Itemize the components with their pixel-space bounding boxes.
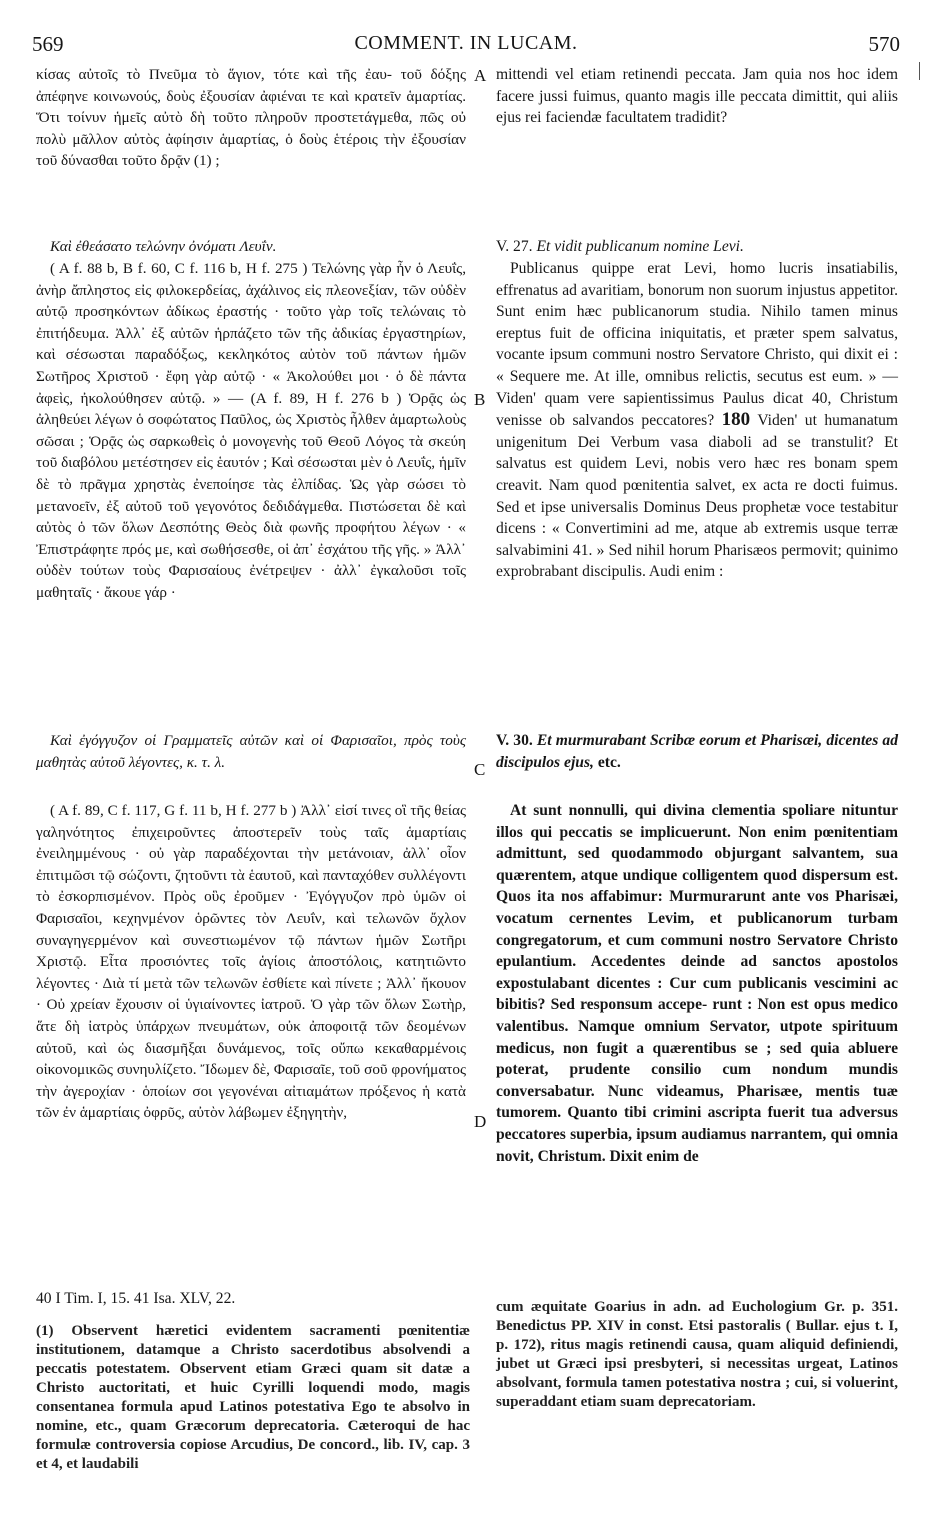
- greek-paragraph-3: [36, 800, 466, 1124]
- greek-verse-27: [36, 236, 466, 258]
- greek-paragraph-2: [36, 258, 466, 604]
- scripture-references: 40 I Tim. I, 15. 41 Isa. XLV, 22.: [36, 1290, 236, 1307]
- margin-letter-d: D: [474, 1112, 487, 1131]
- latin-verse-heading: [496, 730, 898, 773]
- greek-paragraph-1: [36, 64, 466, 172]
- footnote-text: cum æquitate Goarius in adn. ad Euchologium Gr. p. 351. Benedictus PP. XIV in const. Etsi pastoralis ( Bullar. ejus t. I, p. 172), ritus magis retinendi causa, quam aliquid definiendi, jubet ut Græci ipsi presbyteri, si necessitas urgeat, Latinos absolvant, formula tamen potestativa nostra ; cui, si voluerint, superaddant etiam suam deprecatoriam.: [496, 1299, 898, 1410]
- latin-text-part: Publicanus quippe erat Levi, homo lucris insatiabilis, effrenatus ad avaritiam, bonorum non suorum injustus appetitor. Sunt enim hæc publicanorum studia. Nihilo tamen minus ereptus fuit de officina iniquitatis, et præter spem salvatus, vocante ipsum communi nostro Servatore Christo, qui dixit ei : « Sequere me. At ille, omnibus relictis, secutus est eum. » — Viden' quam vere sapientissimus Paulus dicat 40, Christum venisse ob salvandos peccatores?: [496, 260, 898, 430]
- verse-text: Et murmurabant Scribæ eorum et Pharisæi, dicentes ad discipulos ejus,: [496, 732, 898, 771]
- verse-etc: etc.: [597, 753, 621, 771]
- latin-text: At sunt nonnulli, qui divina clementia spoliare nituntur illos qui peccatis se implicuerunt. Non enim pœnitentiam admittunt, sed quodammodo objurgant salvantem, sua quærentem, atque undique colligentem quod dispersum est. Quos ita nos affabimur: Murmurarunt ante vos Pharisæi, vocatum cernentes Levim, et publicanorum turbam congregatorum, et cum communi nostro Servatore Christo epulantium. Accedentes deinde ad sanctos apostolos expostulabant dicentes : Cur cum publicanis vescimini ac bibitis? Sed responsum accepe- runt : Non est opus medico valentibus. Namque omnium Servator, utpote spirituum medicus, non fugit a quærentibus se ; sed quia abluere poterat, prudente consilio cum nondum mundis conversabatur. Nunc videamus, Pharisæe, mentis tuæ tumorem. Quanto tibi crimini ascripta fuerit tua adversus peccatores superbia, ipsum audiamus narrantem, qui omnia novit, Christum. Dixit enim de: [496, 802, 898, 1165]
- greek-text: κίσας αὐτοῖς τὸ Πνεῦμα τὸ ἅγιον, τότε καὶ τῆς ἐαυ- τοῦ δόξης ἀπέφηνε κοινωνούς, δοὺς ἐξουσίαν ἀφιέναι τε καὶ κρατεῖν ἁμαρτίας. Ὅτι τοίνυν ἡμεῖς αὐτὸ δὴ τοῦτο πληροῦν προστετάγμεθα, πῶς οὐ πολὺ μᾶλλον αὐτὸς ἀφίησιν ἁμαρτίας, ὁ δοὺς ἑτέροις τὴν ἐξουσίαν τοῦ δύνασθαι τοῦτο δρᾷν (1) ;: [36, 66, 466, 170]
- verse-number: V. 27.: [496, 238, 533, 255]
- latin-text-part: Viden' ut humanatum unigenitum Dei Verbum vasa diaboli ad se transtulit? Et salvatus est quidem Levi, nobis vero hæc res bonam spem creavit. Nam quod pœnitentia salvet, ex acta re docti fuimus. Sed et ipse universalis Dominus Deus prophetæ voce testabitur dicens : « Convertimini ad me, atque ab extremis usque terræ salvabimini 41. » Sed nihil horum Pharisæos permovit; quinimo exprobrabant discipulis. Audi enim :: [496, 412, 899, 581]
- greek-verse-30: [36, 730, 466, 773]
- running-title: COMMENT. IN LUCAM.: [354, 32, 578, 54]
- footnote-text: (1) Observent hæretici evidentem sacramenti pœnitentiæ institutionem, datamque a Christo sacerdotibus absolvendi a peccatis potestatem. Observent etiam Græci quam sit datæ a Christo auctoritati, et huic Cyrilli loquendi modo, magis consentanea formula apud Latinos potestativa Ego te absolvo in nomine, etc., quam Græcorum deprecatoria. Cæteroqui de hac formulæ controversia copiose Arcudius, De concord., lib. IV, cap. 3 et 4, et laudabili: [36, 1323, 470, 1472]
- column-number: 180: [721, 409, 751, 431]
- margin-letter-a: A: [474, 66, 487, 85]
- verse-text: Et vidit publicanum nomine Levi.: [536, 238, 744, 255]
- margin-letter-c: C: [474, 760, 486, 779]
- greek-verse-heading: Καὶ ἐγόγγυζον οἱ Γραμματεῖς αὐτῶν καὶ οἱ Φαρισαῖοι, πρὸς τοὺς μαθητὰς αὐτοῦ λέγοντες, κ. τ. λ.: [36, 732, 466, 771]
- latin-paragraph-2: [496, 258, 898, 583]
- running-header: [32, 32, 900, 58]
- greek-verse-heading: Καὶ ἐθεάσατο τελώνην ὀνόματι Λευΐν.: [50, 238, 277, 255]
- page-number-left: 569: [32, 32, 64, 56]
- greek-text: ( A f. 88 b, B f. 60, C f. 116 b, H f. 275 ) Τελώνης γὰρ ἦν ὁ Λευΐς, ἀνὴρ ἄπληστος εἰς φιλοκερδείας, ἀχάλινος εἰς πλεονεξίαν, τῶν οὐδὲν αὐτῷ προσηκόντων ἀδίκως ἐραστής · τοῦτο γὰρ τοῖς τελώναις τὸ ἐπιτήδευμα. Ἀλλ᾽ ἐξ αὐτῶν ἡρπάζετο τῶν τῆς ἀδικίας ἐργαστηρίων, καὶ σέσωσται παραδόξως, κεκληκότος αὐτὸν τοῦ πάντων ἡμῶν Σωτῆρος Χριστοῦ · ἔφη γὰρ αὐτῷ · « Ἀκολούθει μοι · ὁ δὲ πάντα ἀφεὶς, ἠκολούθησεν αὐτῷ. » — (A f. 89, H f. 276 b ) Ὁρᾷς ὡς ἀληθεύει λέγων ὁ σοφώτατος Παῦλος, ὡς Χριστὸς ἦλθεν ἁμαρτωλοὺς σῶσαι ; Ὁρᾷς ὡς σαρκωθεὶς ὁ μονογενὴς τοῦ Θεοῦ Λόγος τὰ σκεύη τοῦ διαβόλου μετέστησεν εἰς ἑαυτόν ; Καὶ σέσωσται μὲν ὁ Λευΐς, ἡμῖν δὲ τὸ πρᾶγμα χρηστὰς ἐνεποίησε τὰς ἐλπίδας. Ὡς γὰρ σώσει τὸ μετανοεῖν, ἐξ αὐτοῦ τοῦ γεγονότος δεδιδάγμεθα. Πιστώσεται δὲ καὶ αὐτὸς ὁ τῶν ὅλων Δεσπότης Θεὸς διὰ φωνῆς προφήτου λέγων · « Ἐπιστράφητε πρός με, καὶ σωθήσεσθε, οἱ ἀπ᾽ ἐσχάτου τῆς γῆς. » Ἀλλ᾽ οὐδὲν τούτων τοὺς Φαρισαίους ἐνέτρεψεν · ἀλλ᾽ ἐγκαλοῦσι τοῖς μαθηταῖς · ἄκουε γάρ ·: [36, 260, 466, 601]
- greek-text: ( A f. 89, C f. 117, G f. 11 b, H f. 277 b ) Ἀλλ᾽ εἰσί τινες οἳ τῆς θείας γαληνότητος ἐπιχειροῦντες ἀποστερεῖν τοὺς ταῖς ἁμαρτίαις ἐνειλημμένους · οὐ γὰρ παραδέχονται τὴν μετάνοιαν, ἀλλ᾽ οἷον ἐπιτιμῶσι τῷ σώζοντι, ζητοῦντι τὰ ἑαυτοῦ, καὶ πανταχόθεν συλλέγοντι τὸ ἐσκορπισμένον. Πρὸς οὓς ἐροῦμεν · Ἐγόγγυζον πρὸ ὑμῶν οἱ Φαρισαῖοι, κεχηνμένον ὁρῶντες τὸν Λευΐν, καὶ τελωνῶν ὄχλον συναγηγερμένον καὶ συνεστιωμένον τῷ πάντων ἡμῶν Σωτῆρι Χριστῷ. Εἶτα προσιόντες τοῖς ἁγίοις ἀποστόλοις, κατητιῶντο λέγοντες · Διὰ τί μετὰ τῶν τελωνῶν ἐσθίετε καὶ πίνετε ; Ἀλλ᾽ ἤκουον · Οὐ χρείαν ἔχουσιν οἱ ὑγιαίνοντες ἰατροῦ. Ὁ γὰρ τῶν ὅλων Σωτὴρ, ἅτε δὴ ἰατρὸς ὑπάρχων πνευμάτων, οὐκ ἀποφοιτᾷ τῶν δεομένων αὐτοῦ, καὶ ὡς διασμῆξαι δυνάμενος, τοῖς οὔπω κεκαθαρμένοις οἰκονομικῶς συνηυλίζετο. Ἴδωμεν δὲ, Φαρισαῖε, τοῦ σοῦ φρονήματος τὴν ἀγεροχίαν · ὁποίων σοι γεγονέναι αἰτιαμάτων πρόξενος ἡ κατὰ τῶν ἐν ἁμαρτίαις ὀφρῦς, αὐτὸν λάβωμεν ἐξηγητὴν,: [36, 802, 466, 1122]
- page-number-right: 570: [868, 32, 900, 56]
- edge-mark: [919, 62, 920, 80]
- latin-verse-27: [496, 236, 898, 258]
- latin-verse-heading: [496, 236, 898, 258]
- verse-number: V. 30.: [496, 732, 533, 749]
- latin-text: [496, 258, 898, 583]
- footnote-right: [496, 1298, 898, 1412]
- footnote-left: [36, 1322, 470, 1474]
- latin-paragraph-3: [496, 800, 898, 1167]
- latin-text: mittendi vel etiam retinendi peccata. Jam quia nos hoc idem facere jussi fuimus, quanto magis ille peccata dimittit, qui aliis ejus rei faciendæ facultatem tradidit?: [496, 66, 898, 127]
- margin-letter-b: B: [474, 390, 486, 409]
- latin-verse-30: [496, 730, 898, 773]
- latin-paragraph-1: [496, 64, 898, 129]
